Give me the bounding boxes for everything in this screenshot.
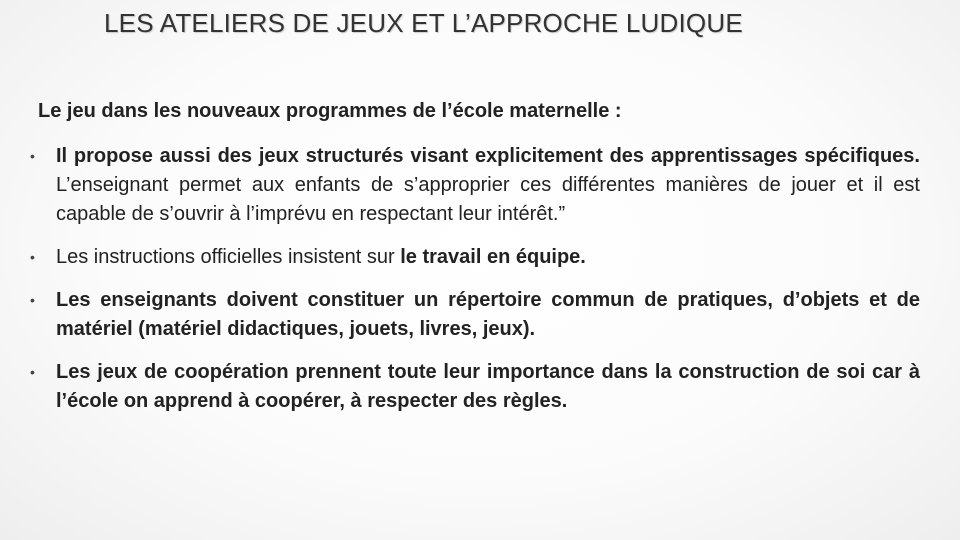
bullet-icon: •	[30, 292, 35, 308]
bullet-list	[30, 142, 920, 416]
bullet-item-2	[30, 243, 920, 272]
bullet-2-text: Les instructions officielles insistent sur	[56, 246, 401, 268]
slide-title: LES ATELIERS DE JEUX ET L’APPROCHE LUDIQUE	[104, 8, 743, 38]
bullet-1-bold-text: Il propose aussi des jeux structurés visant explicitement des apprentissages spécifiques.	[56, 145, 920, 167]
bullet-icon: •	[30, 364, 35, 380]
bullet-item-1	[30, 142, 920, 229]
bullet-icon: •	[30, 148, 35, 164]
bullet-item-4	[30, 358, 920, 416]
slide-subtitle: Le jeu dans les nouveaux programmes de l’école maternelle :	[38, 100, 622, 122]
bullet-1-text: L’enseignant permet aux enfants de s’approprier ces différentes manières de jouer et il est capable de s’ouvrir à l’imprévu en respectant leur intérêt.”	[56, 174, 920, 225]
bullet-4-bold-text: Les jeux de coopération prennent toute leur importance dans la construction de soi car à l’école on apprend à coopérer, à respecter des règles.	[56, 361, 920, 412]
bullet-item-3	[30, 286, 920, 344]
bullet-3-bold-text: Les enseignants doivent constituer un répertoire commun de pratiques, d’objets et de matériel (matériel didactiques, jouets, livres, jeux).	[56, 289, 920, 340]
bullet-icon: •	[30, 249, 35, 265]
bullet-2-bold-text: le travail en équipe.	[400, 246, 586, 268]
